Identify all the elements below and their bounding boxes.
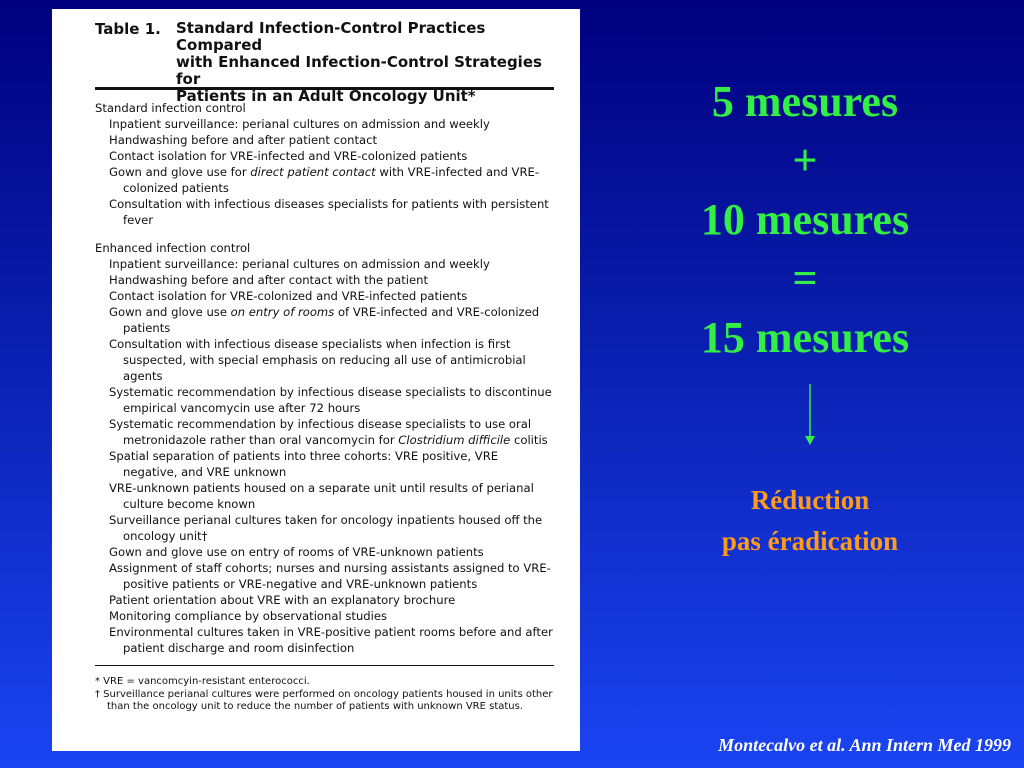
item-text: Contact isolation for VRE-colonized and VRE-infected patients bbox=[109, 289, 468, 303]
item-emphasis: on entry of rooms bbox=[230, 305, 335, 319]
table-title-line: with Enhanced Infection-Control Strategies for bbox=[176, 53, 542, 88]
citation: Montecalvo et al. Ann Intern Med 1999 bbox=[718, 735, 1011, 755]
table-title-line: Patients in an Adult Oncology Unit* bbox=[176, 87, 476, 105]
table-item bbox=[95, 560, 554, 592]
enhanced-section bbox=[95, 240, 554, 656]
item-text: Handwashing before and after patient contact bbox=[109, 133, 378, 147]
table-item bbox=[95, 448, 554, 480]
item-text: Consultation with infectious diseases specialists for patients with persistent fever bbox=[109, 197, 549, 227]
footnote: * VRE = vancomcyin-resistant enterococci. bbox=[95, 676, 310, 687]
standard-heading: Standard infection control bbox=[95, 101, 246, 115]
result-line-2: pas éradication bbox=[721, 526, 899, 556]
table-item bbox=[95, 512, 554, 544]
table-item bbox=[95, 288, 554, 304]
item-text: Environmental cultures taken in VRE-positive patient rooms before and after patient discharge and room disinfection bbox=[109, 625, 553, 655]
item-text: Gown and glove use on entry of rooms of VRE-unknown patients bbox=[109, 545, 484, 559]
footnote: † Surveillance perianal cultures were performed on oncology patients housed in units other than the oncology unit to reduce the number of patients with unknown VRE status. bbox=[95, 688, 553, 712]
result-text bbox=[660, 480, 960, 562]
table-item bbox=[95, 116, 554, 132]
table-item bbox=[95, 196, 554, 228]
item-text: Surveillance perianal cultures taken for oncology inpatients housed off the oncology unit† bbox=[109, 513, 543, 543]
equation-line-2: 10 mesures bbox=[700, 195, 910, 244]
item-text: colitis bbox=[510, 433, 548, 447]
equation-equals: = bbox=[792, 254, 818, 303]
item-text: Contact isolation for VRE-infected and VRE-colonized patients bbox=[109, 149, 468, 163]
item-text: Systematic recommendation by infectious disease specialists to discontinue empirical vancomycin use after 72 hours bbox=[109, 385, 552, 415]
item-text: Gown and glove use for bbox=[109, 165, 251, 179]
item-text: Assignment of staff cohorts; nurses and nursing assistants assigned to VRE-positive patients or VRE-negative and VRE-unknown patients bbox=[109, 561, 551, 591]
table-item bbox=[95, 544, 554, 560]
item-text: Spatial separation of patients into three cohorts: VRE positive, VRE negative, and VRE unknown bbox=[109, 449, 499, 479]
result-line-1: Réduction bbox=[750, 485, 870, 515]
item-emphasis: Clostridium difficile bbox=[398, 433, 511, 447]
table-header bbox=[95, 9, 554, 105]
item-text: of VRE-infected and VRE-colonized patients bbox=[123, 305, 540, 335]
item-emphasis: direct patient contact bbox=[250, 165, 376, 179]
standard-items bbox=[95, 116, 554, 228]
equation-plus: + bbox=[792, 136, 818, 185]
table-item bbox=[95, 132, 554, 148]
table-item bbox=[95, 256, 554, 272]
item-text: Systematic recommendation by infectious disease specialists to use oral metronidazole rather than oral vancomycin for bbox=[109, 417, 532, 447]
table-item bbox=[95, 272, 554, 288]
table-item bbox=[95, 384, 554, 416]
table-item bbox=[95, 304, 554, 336]
table-item bbox=[95, 624, 554, 656]
enhanced-items bbox=[95, 256, 554, 656]
table-title bbox=[176, 20, 566, 105]
standard-section bbox=[95, 100, 554, 228]
equation-line-3: 15 mesures bbox=[700, 313, 910, 362]
table-label: Table 1. bbox=[95, 20, 161, 38]
item-text: Gown and glove use bbox=[109, 305, 231, 319]
item-text: Consultation with infectious disease specialists when infection is first suspected, with special emphasis on reducing all use of antimicrobial agents bbox=[109, 337, 526, 383]
item-text: Monitoring compliance by observational studies bbox=[109, 609, 388, 623]
table-title-line: Standard Infection-Control Practices Compared bbox=[176, 19, 486, 54]
measures-equation bbox=[600, 72, 1010, 367]
item-text: Inpatient surveillance: perianal cultures on admission and weekly bbox=[109, 117, 490, 131]
table-item bbox=[95, 592, 554, 608]
item-text: VRE-unknown patients housed on a separate unit until results of perianal culture become known bbox=[109, 481, 534, 511]
enhanced-heading: Enhanced infection control bbox=[95, 241, 251, 255]
table-footnotes bbox=[95, 676, 554, 714]
item-text: Patient orientation about VRE with an explanatory brochure bbox=[109, 593, 456, 607]
table-item bbox=[95, 608, 554, 624]
item-text: Handwashing before and after contact with the patient bbox=[109, 273, 429, 287]
arrow-down-icon bbox=[800, 384, 820, 446]
equation-line-1: 5 mesures bbox=[711, 77, 899, 126]
table-item bbox=[95, 164, 554, 196]
item-text: Inpatient surveillance: perianal cultures on admission and weekly bbox=[109, 257, 490, 271]
table-panel bbox=[52, 9, 580, 751]
table-item bbox=[95, 480, 554, 512]
item-text: with VRE-infected and VRE-colonized patients bbox=[123, 165, 540, 195]
table-item bbox=[95, 148, 554, 164]
table-bottom-rule bbox=[95, 665, 554, 666]
table-item bbox=[95, 336, 554, 384]
table-item bbox=[95, 416, 554, 448]
